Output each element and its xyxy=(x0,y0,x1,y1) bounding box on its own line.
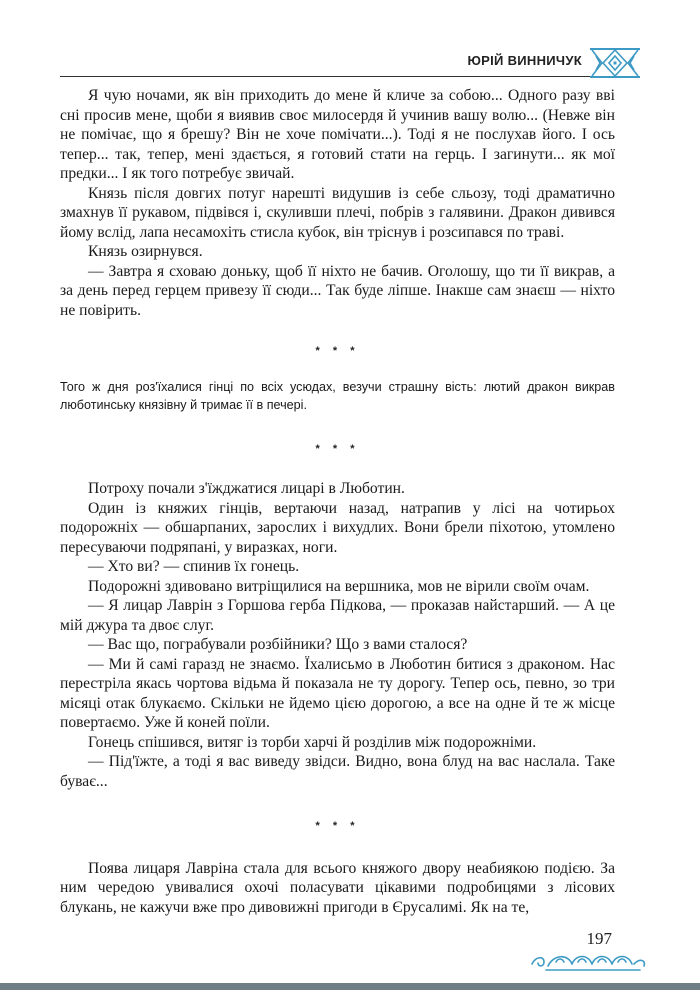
paragraph: Подорожні здивовано витріщилися на вершника, мов не вірили своїм очам. xyxy=(88,577,590,595)
bottom-band xyxy=(0,983,700,990)
paragraph: Поява лицаря Лавріна стала для всього княжого двору неабиякою подією. За ним чередою увивалися охочі поласувати цікавими подробицями з лісових блукань, не кажучи вже про дивовижні пригоди в Єрусалимі. Як на те, xyxy=(60,859,615,916)
running-header xyxy=(60,46,640,80)
page-number: 197 xyxy=(586,929,612,948)
paragraph: — Ми й самі гаразд не знаємо. Їхалисьмо в Люботин битися з драконом. Нас перестріла якась чортова відьма й показала не ту дорогу. Тепер ось, певно, зо три місяці отак блукаємо. Скільки не йдемо цією дорогою, а все на одне й те ж місце повертаємо. Уже й коней поїли. xyxy=(60,655,615,731)
paragraph: Гонець спішився, витяг із торби харчі й розділив між подорожніми. xyxy=(88,733,537,751)
paragraph: — Хто ви? — спинив їх гонець. xyxy=(88,558,300,575)
wave-ornament-icon xyxy=(528,948,648,974)
paragraph: — Під'їжте, а тоді я вас виведу звідси. Видно, вона блуд на вас наслала. Таке буває... xyxy=(60,753,615,790)
narrative-note: Того ж дня роз'їхалися гінці по всіх усюдах, везучи страшну вість: лютий дракон викрав люботинську князівну й тримає її в печері. xyxy=(60,379,615,412)
paragraph: Потроху почали з'їжджатися лицарі в Люботин. xyxy=(88,480,405,497)
paragraph: — Завтра я сховаю доньку, щоб її ніхто не бачив. Оголошу, що ти її викрав, а за день перед герцем привезу її сюди... Так буде ліпше. Інакше сам знаєш — ніхто не повірить. xyxy=(60,262,615,319)
section-separator: * * * xyxy=(315,442,360,455)
paragraph: Князь після довгих потуг нарешті видушив із себе сльозу, тоді драматично змахнув її рукавом, підвівся і, скуливши плечі, побрів з галявини. Дракон дивився йому вслід, лапа несамохіть стисла кубок, він тріснув і розсипався по траві. xyxy=(60,184,615,241)
paragraph: — Вас що, пограбували розбійники? Що з вами сталося? xyxy=(88,636,468,653)
paragraph: Я чую ночами, як він приходить до мене й кличе за собою... Одного разу вві сні просив мене, щоби я виявив своє милосердя й учинив вашу волю... (Невже він не помічає, що я брешу? Він не хоче помічати...). Тоді я не послухав його. І ось тепер... так, тепер, мені здається, я готовий стати на герць. І загинути... як мої предки... І як того потребує звичай. xyxy=(60,87,615,182)
section-separator: * * * xyxy=(315,345,360,357)
paragraph: Один із княжих гінців, вертаючи назад, натрапив у лісі на чотирьох подорожніх — обшарпаних, зарослих і вихудлих. Вони брели піхотою, утомлено пересуваючи подряпані, у виразках, ноги. xyxy=(60,499,615,556)
paragraph: — Я лицар Лаврін з Горшова герба Підкова, — проказав найстарший. — А це мій джура та двоє слуг. xyxy=(60,597,615,634)
page-body xyxy=(60,86,615,917)
paragraph: Князь озирнувся. xyxy=(88,243,203,260)
header-rule xyxy=(60,76,640,77)
author-name: ЮРІЙ ВИННИЧУК xyxy=(467,53,582,68)
section-separator: * * * xyxy=(315,820,360,832)
embroidery-pattern-icon xyxy=(590,48,640,78)
